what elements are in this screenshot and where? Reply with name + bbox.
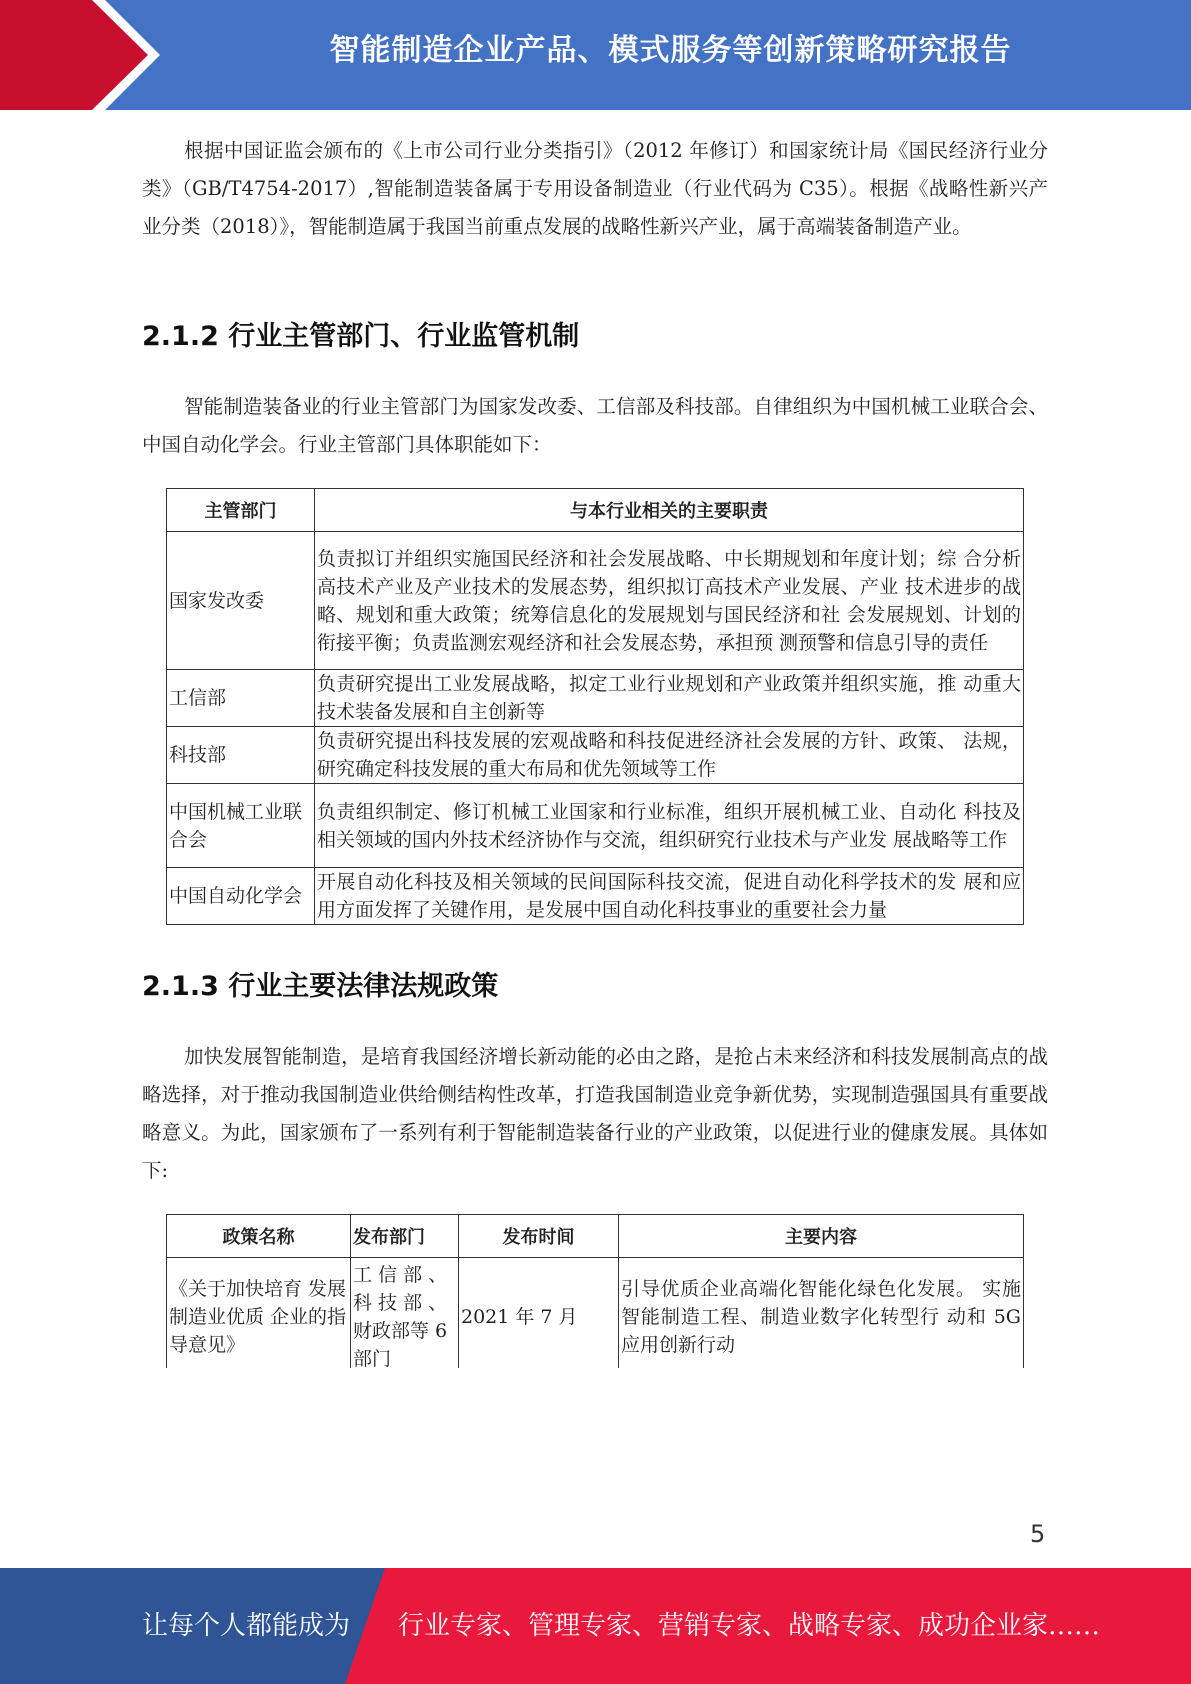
- dept-cell: 中国自动化学会: [167, 868, 315, 925]
- column-header-content: 主要内容: [619, 1215, 1024, 1258]
- issuer-cell: 工 信 部 、科 技 部 、财政部等 6 部门: [351, 1258, 459, 1369]
- date-cell: 2021 年 7 月: [459, 1258, 619, 1369]
- table-row: [167, 532, 1024, 670]
- duties-cell: 负责组织制定、修订机械工业国家和行业标准，组织开展机械工业、自动化 科技及相关领域的国内外技术经济协作与交流，组织研究行业技术与产业发 展战略等工作: [315, 784, 1024, 868]
- table-row: [167, 868, 1024, 925]
- regulator-table: [166, 488, 1024, 925]
- intro-paragraph: 根据中国证监会颁布的《上市公司行业分类指引》（2012 年修订）和国家统计局《国民经济行业分类》（GB/T4754-2017）,智能制造装备属于专用设备制造业（行业代码为 C35）。根据《战略性新兴产业分类（2018）》，智能制造属于我国当前重点发展的战略性新兴产业，属于高端装备制造产业。: [142, 139, 1048, 238]
- section-2-1-2-paragraph: 智能制造装备业的行业主管部门为国家发改委、工信部及科技部。自律组织为中国机械工业联合会、中国自动化学会。行业主管部门具体职能如下：: [142, 395, 1048, 456]
- table-row: [167, 670, 1024, 727]
- dept-cell: 科技部: [167, 727, 315, 784]
- page-number: 5: [1030, 1520, 1046, 1548]
- dept-cell: 工信部: [167, 670, 315, 727]
- policy-name-cell: 《关于加快培育 发展制造业优质 企业的指导意见》: [167, 1258, 351, 1369]
- column-header-dept: 主管部门: [167, 489, 315, 532]
- page-header: [0, 0, 1191, 110]
- table-header-row: [167, 1215, 1024, 1258]
- footer-slogan-left: 让每个人都能成为: [142, 1611, 351, 1641]
- report-title: 智能制造企业产品、模式服务等创新策略研究报告: [329, 33, 1012, 68]
- section-heading-2-1-2: 2.1.2 行业主管部门、行业监管机制: [142, 321, 580, 352]
- content-cell: 引导优质企业高端化智能化绿色化发展。 实施智能制造工程、制造业数字化转型行 动和 5G 应用创新行动: [619, 1258, 1024, 1369]
- section-2-1-3-paragraph: 加快发展智能制造，是培育我国经济增长新动能的必由之路，是抢占未来经济和科技发展制高点的战略选择，对于推动我国制造业供给侧结构性改革，打造我国制造业竞争新优势，实现制造强国具有重要战略意义。为此，国家颁布了一系列有利于智能制造装备行业的产业政策，以促进行业的健康发展。具体如下:: [142, 1045, 1048, 1182]
- column-header-duties: 与本行业相关的主要职责: [315, 489, 1024, 532]
- policy-table-clip: [166, 1214, 1026, 1368]
- table-header-row: [167, 489, 1024, 532]
- column-header-issuer: 发布部门: [351, 1215, 459, 1258]
- column-header-date: 发布时间: [459, 1215, 619, 1258]
- table-row: [167, 784, 1024, 868]
- duties-cell: 负责拟订并组织实施国民经济和社会发展战略、中长期规划和年度计划；综 合分析高技术产业及产业技术的发展态势，组织拟订高技术产业发展、产业 技术进步的战略、规划和重大政策；统筹信息化的发展规划与国民经济和社 会发展规划、计划的衔接平衡；负责监测宏观经济和社会发展态势，承担预 测预警和信息引导的责任: [315, 532, 1024, 670]
- table-row: [167, 1258, 1024, 1369]
- duties-cell: 开展自动化科技及相关领域的民间国际科技交流，促进自动化科学技术的发 展和应用方面发挥了关键作用，是发展中国自动化科技事业的重要社会力量: [315, 868, 1024, 925]
- dept-cell: 中国机械工业联合会: [167, 784, 315, 868]
- duties-cell: 负责研究提出科技发展的宏观战略和科技促进经济社会发展的方针、政策、 法规，研究确定科技发展的重大布局和优先领域等工作: [315, 727, 1024, 784]
- policy-table: [166, 1214, 1024, 1368]
- duties-cell: 负责研究提出工业发展战略，拟定工业行业规划和产业政策并组织实施，推 动重大技术装备发展和自主创新等: [315, 670, 1024, 727]
- page-footer: [0, 1568, 1191, 1684]
- column-header-policy-name: 政策名称: [167, 1215, 351, 1258]
- section-heading-2-1-3: 2.1.3 行业主要法律法规政策: [142, 971, 499, 1002]
- dept-cell: 国家发改委: [167, 532, 315, 670]
- table-row: [167, 727, 1024, 784]
- footer-slogan-right: 行业专家、管理专家、营销专家、战略专家、成功企业家……: [398, 1611, 1101, 1641]
